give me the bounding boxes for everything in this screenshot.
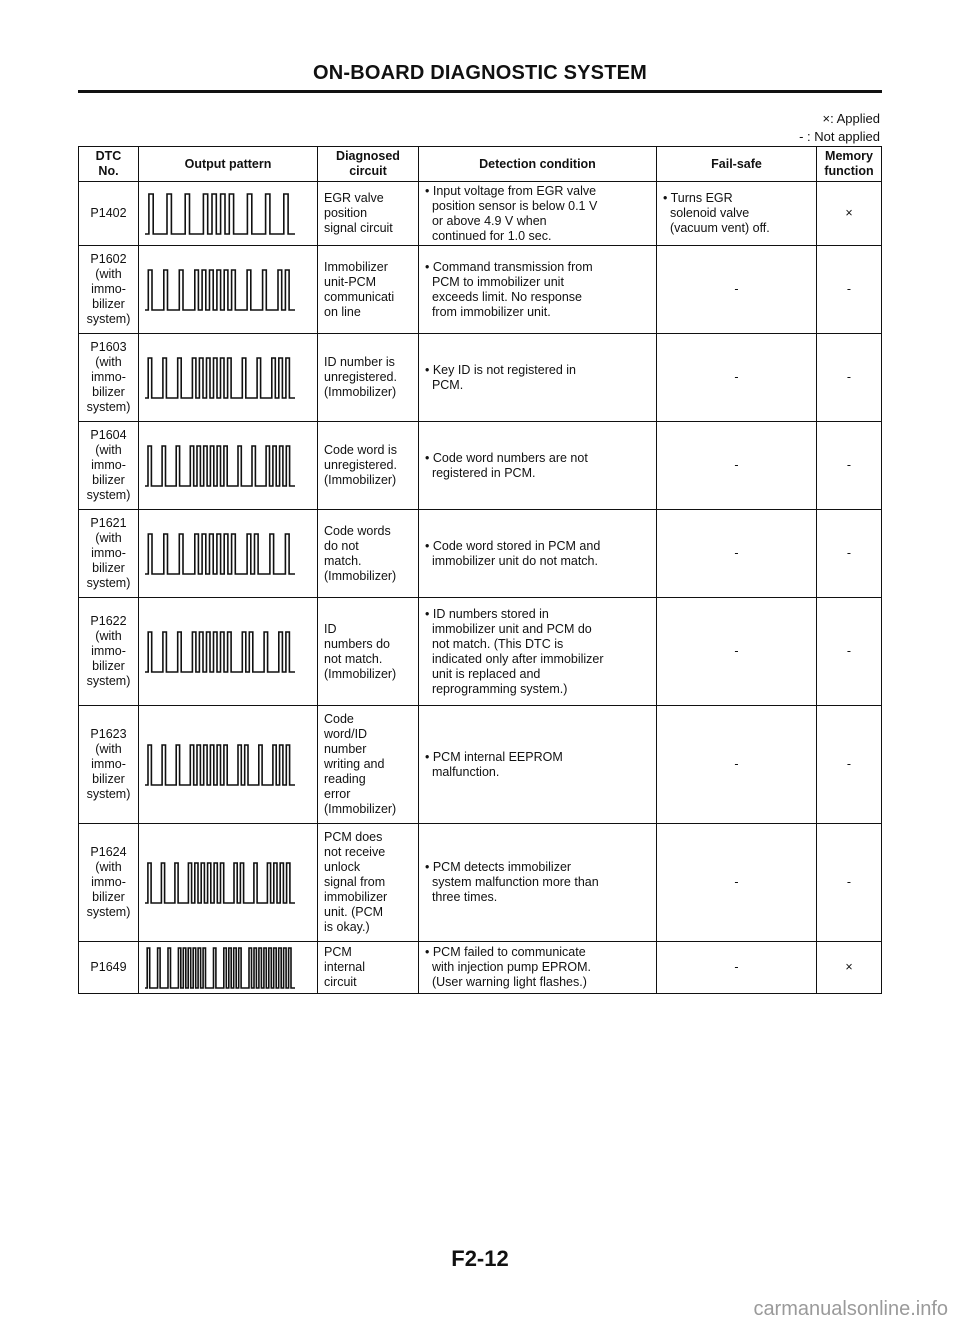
table-row	[79, 334, 882, 422]
text-line: (Immobilizer)	[324, 385, 397, 399]
text-line: immobilizer	[324, 890, 388, 904]
fail-safe-cell	[657, 942, 817, 994]
table-row	[79, 598, 882, 706]
text-line: (with	[95, 860, 122, 874]
text-line: Immobilizer	[324, 259, 388, 274]
diagnosed-circuit-cell	[318, 246, 419, 334]
text-line: bilizer	[92, 297, 125, 311]
text-line: ID number is	[324, 355, 395, 369]
text-line: not match. (This DTC is	[425, 636, 564, 651]
memory-function-cell	[817, 510, 882, 598]
dtc-code-cell	[79, 598, 139, 706]
output-pattern-cell	[139, 598, 318, 706]
text-line: -	[734, 960, 739, 974]
text-line: (Immobilizer)	[324, 473, 397, 487]
text-line: function	[824, 164, 874, 178]
text-line: P1402	[90, 206, 127, 220]
detection-condition-cell	[419, 334, 657, 422]
pulse-waveform	[145, 270, 295, 310]
legend-applied: ×: Applied	[822, 111, 880, 126]
output-pattern-cell	[139, 510, 318, 598]
pulse-waveform	[145, 745, 295, 785]
text-line: solenoid valve	[663, 206, 750, 220]
text-line: -	[734, 875, 739, 889]
text-line: system)	[86, 674, 131, 688]
memory-function-mark: -	[846, 370, 852, 384]
output-pattern-diagram	[145, 944, 295, 992]
output-pattern-diagram	[145, 859, 295, 907]
header-diagnosed-circuit	[318, 147, 419, 182]
text-line: Output pattern	[184, 156, 272, 171]
text-line: Code words	[324, 523, 391, 538]
text-line: bilizer	[92, 473, 125, 487]
text-line: PCM to immobilizer unit	[425, 274, 564, 289]
text-line: bilizer	[92, 385, 125, 399]
table-row	[79, 510, 882, 598]
text-line: bilizer	[92, 561, 125, 575]
text-line: -	[734, 757, 739, 771]
text-line: communicati	[324, 289, 395, 304]
dtc-table	[78, 146, 882, 994]
detection-condition-cell	[419, 706, 657, 824]
fail-safe-cell	[657, 246, 817, 334]
output-pattern-cell	[139, 246, 318, 334]
text-line: three times.	[425, 890, 498, 904]
text-line: error	[324, 787, 351, 801]
text-line: P1624	[90, 845, 127, 859]
memory-function-cell	[817, 422, 882, 510]
legend-not-applied: - : Not applied	[799, 129, 880, 144]
memory-function-mark: -	[846, 644, 852, 658]
text-line: -	[734, 458, 739, 472]
text-line: • Code word stored in PCM and	[425, 538, 601, 553]
text-line: • PCM failed to communicate	[425, 945, 586, 959]
text-line: • Key ID is not registered in	[425, 362, 576, 377]
output-pattern-diagram	[145, 266, 295, 314]
dtc-code-cell	[79, 824, 139, 942]
text-line: circuit	[349, 164, 387, 178]
text-line: P1622	[90, 614, 127, 628]
text-line: immo-	[91, 875, 126, 889]
text-line: is okay.)	[324, 920, 370, 934]
detection-condition-cell	[419, 510, 657, 598]
text-line: Memory	[825, 149, 873, 163]
memory-function-mark: -	[846, 458, 852, 472]
text-line: (vacuum vent) off.	[663, 221, 770, 235]
memory-function-mark: ×	[845, 960, 853, 974]
output-pattern-diagram	[145, 741, 295, 789]
text-line: (with	[95, 531, 122, 545]
text-line: unlock	[324, 860, 361, 874]
memory-function-cell	[817, 246, 882, 334]
dtc-code-cell	[79, 182, 139, 246]
text-line: writing and	[324, 757, 385, 771]
text-line: number	[324, 742, 367, 756]
text-line: reading	[324, 772, 366, 786]
memory-function-cell	[817, 182, 882, 246]
text-line: signal from	[324, 875, 386, 889]
text-line: system)	[86, 787, 131, 801]
text-line: • ID numbers stored in	[425, 606, 549, 621]
text-line: system malfunction more than	[425, 875, 599, 889]
text-line: P1621	[90, 516, 127, 530]
text-line: continued for 1.0 sec.	[425, 228, 552, 243]
output-pattern-cell	[139, 824, 318, 942]
text-line: malfunction.	[425, 764, 500, 779]
text-line: immo-	[91, 757, 126, 771]
text-line: Code	[324, 712, 354, 726]
text-line: immo-	[91, 644, 126, 658]
page-number: F2-12	[451, 1246, 509, 1271]
dtc-code-cell	[79, 706, 139, 824]
text-line: indicated only after immobilizer	[425, 651, 604, 666]
text-line: unit-PCM	[324, 274, 377, 289]
text-line: system)	[86, 905, 131, 919]
text-line: • Command transmission from	[425, 259, 593, 274]
pulse-waveform	[145, 194, 295, 234]
text-line: (User warning light flashes.)	[425, 975, 587, 989]
text-line: immo-	[91, 458, 126, 472]
pulse-waveform	[145, 446, 295, 486]
pulse-waveform	[145, 534, 295, 574]
text-line: (with	[95, 443, 122, 457]
fail-safe-cell	[657, 422, 817, 510]
memory-function-cell	[817, 334, 882, 422]
output-pattern-diagram	[145, 442, 295, 490]
output-pattern-diagram	[145, 354, 295, 402]
text-line: P1603	[90, 340, 127, 354]
detection-condition-cell	[419, 942, 657, 994]
output-pattern-cell	[139, 182, 318, 246]
text-line: P1623	[90, 727, 127, 741]
output-pattern-diagram	[145, 530, 295, 578]
text-line: PCM	[324, 945, 352, 959]
text-line: • PCM detects immobilizer	[425, 860, 572, 874]
text-line: not match.	[324, 651, 383, 666]
detection-condition-cell	[419, 598, 657, 706]
text-line: bilizer	[92, 772, 125, 786]
text-line: • Code word numbers are not	[425, 450, 588, 465]
memory-function-cell	[817, 706, 882, 824]
text-line: registered in PCM.	[425, 465, 536, 480]
text-line: not receive	[324, 845, 386, 859]
header-memory-function	[817, 147, 882, 182]
text-line: Detection condition	[479, 156, 596, 171]
text-line: -	[734, 546, 739, 560]
text-line: immo-	[91, 282, 126, 296]
detection-condition-cell	[419, 422, 657, 510]
text-line: Code word is	[324, 443, 397, 457]
text-line: do not	[324, 538, 359, 553]
page-title: ON-BOARD DIAGNOSTIC SYSTEM	[312, 62, 648, 84]
memory-function-mark: -	[846, 282, 852, 296]
text-line: P1649	[90, 960, 127, 974]
text-line: ID	[324, 621, 337, 636]
text-line: unit. (PCM	[324, 905, 384, 919]
fail-safe-cell	[657, 824, 817, 942]
text-line: immo-	[91, 546, 126, 560]
text-line: system)	[86, 576, 131, 590]
memory-function-cell	[817, 824, 882, 942]
text-line: system)	[86, 488, 131, 502]
text-line: exceeds limit. No response	[425, 289, 583, 304]
diagnosed-circuit-cell	[318, 510, 419, 598]
memory-function-mark: ×	[845, 206, 853, 220]
header-detection-condition	[419, 147, 657, 182]
detection-condition-cell	[419, 824, 657, 942]
text-line: numbers do	[324, 636, 391, 651]
text-line: Diagnosed	[336, 149, 400, 163]
text-line: immo-	[91, 370, 126, 384]
detection-condition-cell	[419, 182, 657, 246]
text-line: signal circuit	[324, 221, 393, 235]
fail-safe-cell	[657, 706, 817, 824]
text-line: system)	[86, 400, 131, 414]
diagnosed-circuit-cell	[318, 422, 419, 510]
text-line: • Turns EGR	[663, 191, 733, 205]
output-pattern-cell	[139, 942, 318, 994]
memory-function-cell	[817, 942, 882, 994]
text-line: word/ID	[324, 727, 368, 741]
output-pattern-diagram	[145, 628, 295, 676]
table-row	[79, 942, 882, 994]
table-row	[79, 246, 882, 334]
pulse-waveform	[145, 632, 295, 672]
dtc-code-cell	[79, 334, 139, 422]
text-line: position sensor is below 0.1 V	[425, 198, 598, 213]
text-line: (Immobilizer)	[324, 666, 397, 681]
header-dtc	[79, 147, 139, 182]
output-pattern-diagram	[145, 190, 295, 238]
table-row	[79, 182, 882, 246]
text-line: unregistered.	[324, 370, 397, 384]
text-line: from immobilizer unit.	[425, 304, 551, 319]
title-underline	[78, 90, 882, 93]
header-fail-safe	[657, 147, 817, 182]
text-line: P1602	[90, 252, 127, 266]
dtc-code-cell	[79, 422, 139, 510]
legend	[799, 110, 880, 146]
text-line: immobilizer unit and PCM do	[425, 621, 592, 636]
pulse-waveform	[145, 948, 295, 988]
text-line: system)	[86, 312, 131, 326]
memory-function-mark: -	[846, 757, 852, 771]
text-line: circuit	[324, 975, 357, 989]
text-line: • Input voltage from EGR valve	[425, 183, 597, 198]
dtc-code-cell	[79, 942, 139, 994]
diagnosed-circuit-cell	[318, 334, 419, 422]
text-line: -	[734, 370, 739, 384]
text-line: (Immobilizer)	[324, 568, 397, 583]
fail-safe-cell	[657, 334, 817, 422]
text-line: or above 4.9 V when	[425, 213, 547, 228]
text-line: (with	[95, 742, 122, 756]
table-row	[79, 824, 882, 942]
text-line: • PCM internal EEPROM	[425, 749, 563, 764]
text-line: match.	[324, 553, 362, 568]
text-line: P1604	[90, 428, 127, 442]
fail-safe-cell	[657, 182, 817, 246]
text-line: PCM.	[425, 377, 464, 392]
text-line: Fail-safe	[711, 156, 762, 171]
text-line: PCM does	[324, 830, 383, 844]
text-line: unregistered.	[324, 458, 397, 472]
text-line: DTC	[95, 149, 122, 163]
text-line: position	[324, 206, 368, 220]
output-pattern-cell	[139, 334, 318, 422]
fail-safe-cell	[657, 598, 817, 706]
text-line: (with	[95, 355, 122, 369]
text-line: on line	[324, 304, 361, 319]
dtc-code-cell	[79, 246, 139, 334]
pulse-waveform	[145, 358, 295, 398]
dtc-code-cell	[79, 510, 139, 598]
diagnosed-circuit-cell	[318, 706, 419, 824]
text-line: (Immobilizer)	[324, 802, 397, 816]
text-line: -	[734, 644, 739, 658]
diagnosed-circuit-cell	[318, 824, 419, 942]
table-row	[79, 422, 882, 510]
table-row	[79, 706, 882, 824]
text-line: -	[734, 282, 739, 296]
memory-function-mark: -	[846, 875, 852, 889]
text-line: with injection pump EPROM.	[425, 960, 592, 974]
diagnosed-circuit-cell	[318, 942, 419, 994]
text-line: EGR valve	[324, 191, 384, 205]
memory-function-cell	[817, 598, 882, 706]
table-header-row	[79, 147, 882, 182]
diagnosed-circuit-cell	[318, 182, 419, 246]
output-pattern-cell	[139, 422, 318, 510]
header-output-pattern	[139, 147, 318, 182]
memory-function-mark: -	[846, 546, 852, 560]
text-line: (with	[95, 629, 122, 643]
text-line: bilizer	[92, 659, 125, 673]
text-line: unit is replaced and	[425, 666, 541, 681]
output-pattern-cell	[139, 706, 318, 824]
text-line: bilizer	[92, 890, 125, 904]
text-line: No.	[98, 164, 119, 178]
text-line: immobilizer unit do not match.	[425, 553, 598, 568]
fail-safe-cell	[657, 510, 817, 598]
detection-condition-cell	[419, 246, 657, 334]
watermark: carmanualsonline.info	[753, 1298, 948, 1320]
pulse-waveform	[145, 863, 295, 903]
text-line: reprogramming system.)	[425, 681, 568, 696]
text-line: internal	[324, 960, 365, 974]
text-line: (with	[95, 267, 122, 281]
diagnosed-circuit-cell	[318, 598, 419, 706]
